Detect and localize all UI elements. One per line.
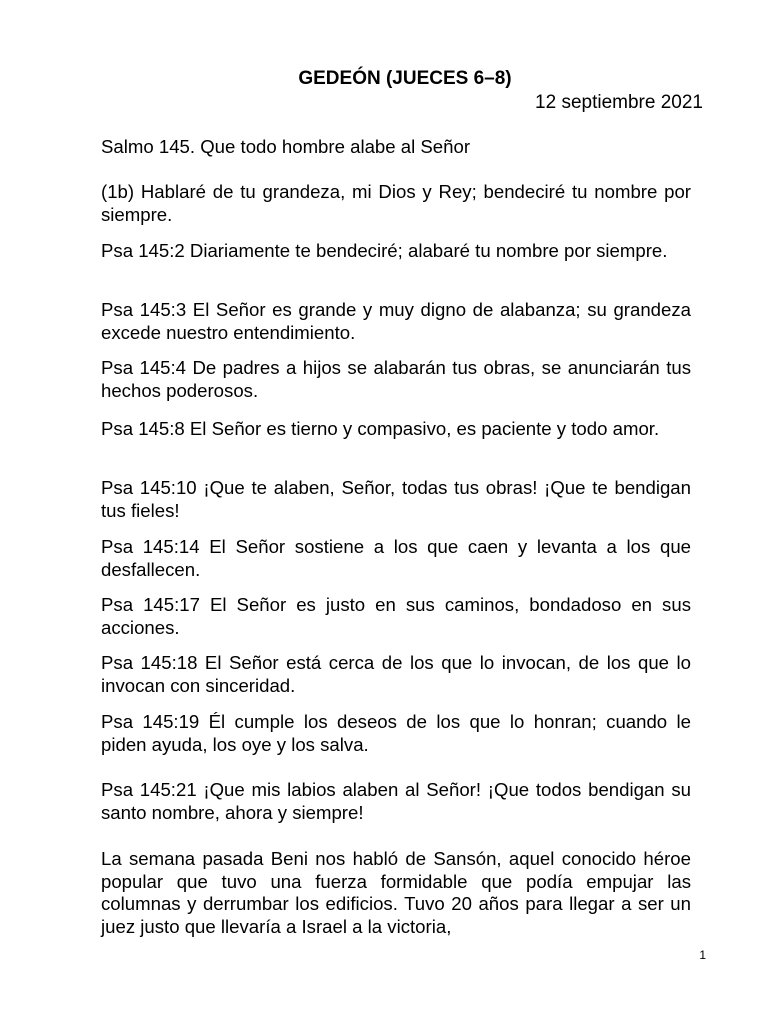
verse-paragraph: Psa 145:2 Diariamente te bendeciré; alabaré tu nombre por siempre. (101, 240, 668, 261)
document-title: GEDEÓN (JUECES 6–8) (298, 68, 512, 89)
verse-paragraph: Psa 145:10 ¡Que te alaben, Señor, todas tus obras! ¡Que te bendigan tus fieles! (101, 477, 691, 521)
verse-paragraph: Psa 145:21 ¡Que mis labios alaben al Señor! ¡Que todos bendigan su santo nombre, ahora y siempre! (101, 779, 691, 823)
verse-paragraph: Psa 145:14 El Señor sostiene a los que caen y levanta a los que desfallecen. (101, 536, 691, 580)
body-paragraph: La semana pasada Beni nos habló de Sansón, aquel conocido héroe popular que tuvo una fuerza formidable que podía empujar las columnas y derrumbar los edificios. Tuvo 20 años para llegar a ser un juez justo que llevaría a Israel a la victoria, (101, 848, 691, 937)
verse-paragraph: Psa 145:8 El Señor es tierno y compasivo, es paciente y todo amor. (101, 418, 660, 439)
verse-paragraph: Psa 145:19 Él cumple los deseos de los que lo honran; cuando le piden ayuda, los oye y los salva. (101, 711, 691, 755)
document-date: 12 septiembre 2021 (535, 92, 703, 113)
psalm-heading: Salmo 145. Que todo hombre alabe al Señor (101, 136, 471, 157)
verse-paragraph: Psa 145:17 El Señor es justo en sus caminos, bondadoso en sus acciones. (101, 594, 691, 638)
verse-paragraph: Psa 145:4 De padres a hijos se alabarán tus obras, se anunciarán tus hechos poderosos. (101, 357, 691, 401)
verse-paragraph: Psa 145:18 El Señor está cerca de los que lo invocan, de los que lo invocan con sinceridad. (101, 652, 691, 696)
verse-paragraph: (1b) Hablaré de tu grandeza, mi Dios y Rey; bendeciré tu nombre por siempre. (101, 181, 691, 225)
page-number: 1 (699, 948, 706, 962)
verse-paragraph: Psa 145:3 El Señor es grande y muy digno de alabanza; su grandeza excede nuestro entendimiento. (101, 299, 691, 343)
